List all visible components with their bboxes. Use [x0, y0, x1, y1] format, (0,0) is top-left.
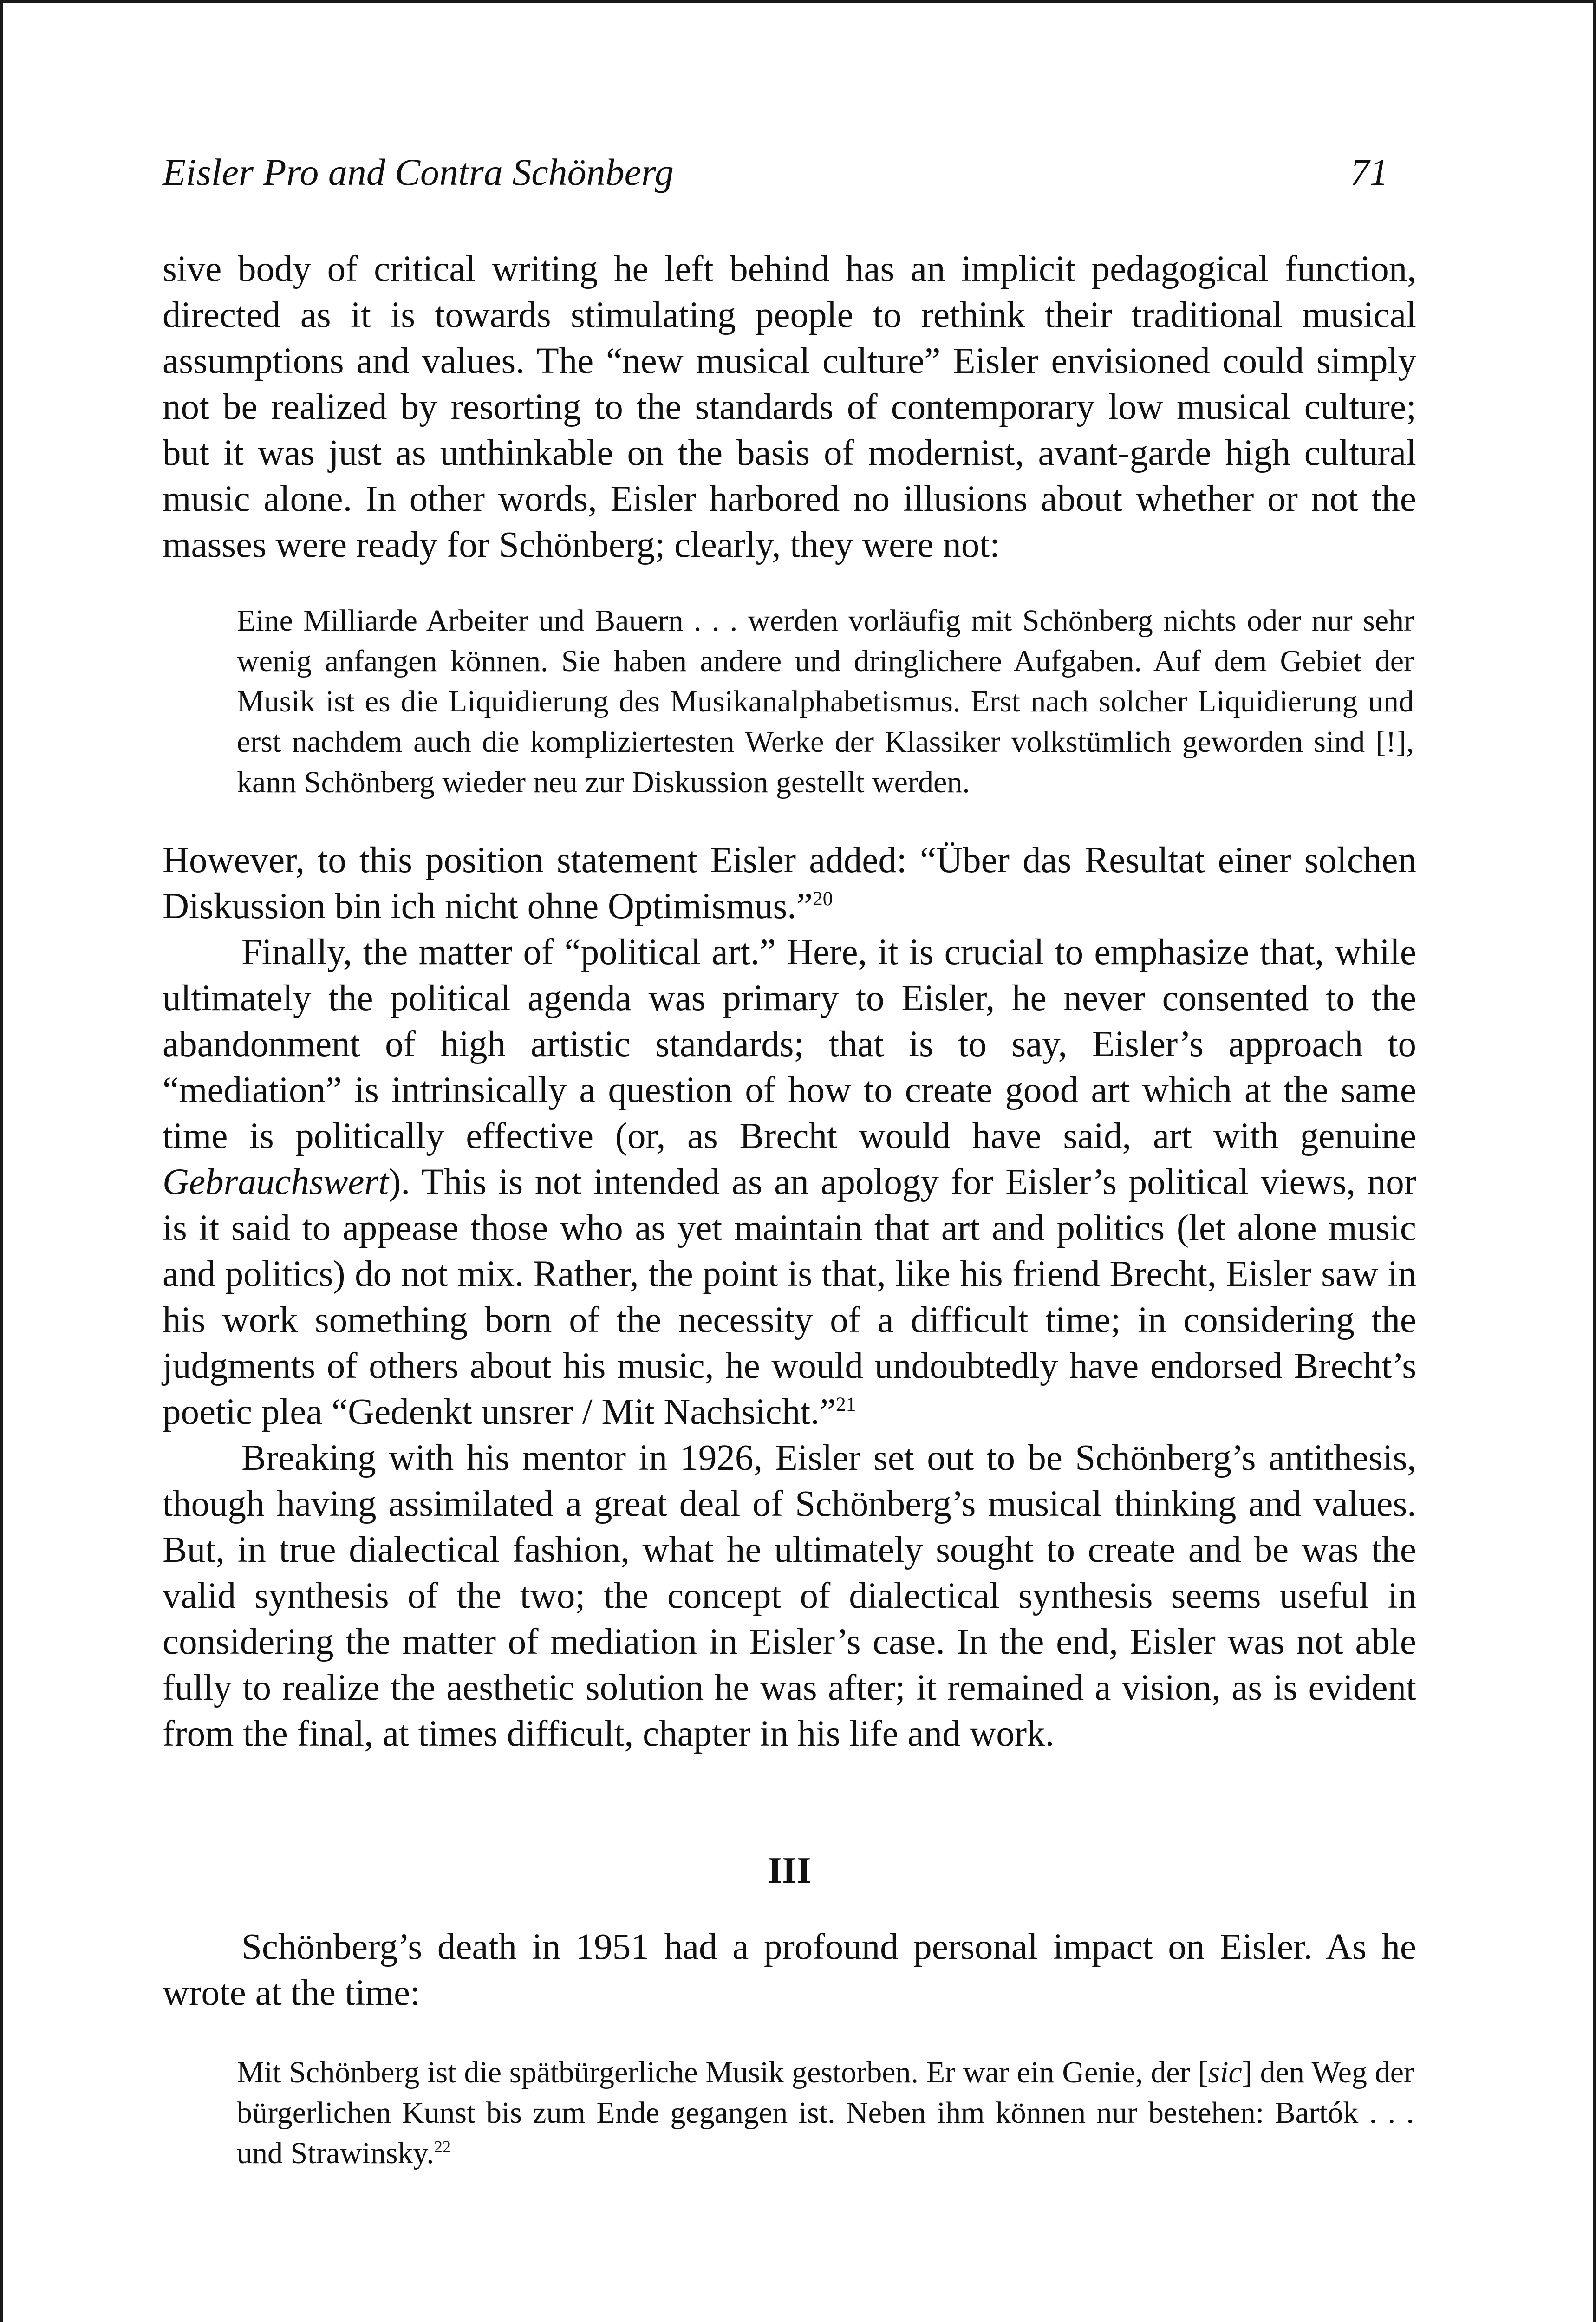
paragraph-4: Breaking with his mentor in 1926, Eisler set out to be Schönberg’s antithesis, though having assimilated a great deal of Schönberg’s musical thinking and values. But, in true dialectical fashion, what he ultimately sought to create and be was the valid synthesis of the two; the concept of dialectical synthesis seems useful in considering the matter of mediation in Eisler’s case. In the end, Eisler was not able fully to realize the aesthetic solution he was after; it remained a vision, as is evident from the final, at times difficult, chapter in his life and work. [163, 1438, 1416, 1754]
paragraph-3 [163, 929, 1416, 1435]
paragraph-5: Schönberg’s death in 1951 had a profound personal impact on Eisler. As he wrote at the time: [163, 1927, 1416, 2013]
page-number: 71 [1350, 151, 1388, 193]
footnote-marker-22: 22 [434, 2137, 451, 2156]
italic-sic: sic [1208, 2055, 1242, 2089]
quote-2-text-before: Mit Schönberg ist die spätbürgerliche Musik gestorben. Er war ein Genie, der [ [237, 2055, 1208, 2089]
paragraph-3-text-before: Finally, the matter of “political art.” Here, it is crucial to emphasize that, while ultimately the political agenda was primary to Eisler, he never consented to the abandonment of high artistic standards; that is to say, Eisler’s approach to “mediation” is intrinsically a question of how to create good art which at the same time is politically effective (or, as Brecht would have said, art with genuine [163, 932, 1416, 1156]
block-quote-2 [237, 2052, 1414, 2173]
paragraph-3-text-after: ). This is not intended as an apology for Eisler’s political views, nor is it said to appease those who as yet maintain that art and politics (let alone music and politics) do not mix. Rather, the point is that, like his friend Brecht, Eisler saw in his work something born of the necessity of a difficult time; in considering the judgments of others about his music, he would undoubtedly have endorsed Brecht’s poetic plea “Gedenkt unsrer / Mit Nachsicht.” [163, 1162, 1416, 1432]
section-heading: III [768, 1850, 811, 1891]
running-head [163, 153, 1416, 200]
footnote-marker-20: 20 [813, 887, 833, 910]
paragraph-1: sive body of critical writing he left behind has an implicit pedagogical function, directed as it is towards stimulating people to rethink their traditional musical assumptions and values. The “new musical culture” Eisler envisioned could simply not be realized by resorting to the standards of contemporary low musical culture; but it was just as unthinkable on the basis of modernist, avant-garde high cultural music alone. In other words, Eisler harbored no illusions about whether or not the masses were ready for Schönberg; clearly, they were not: [163, 249, 1416, 565]
running-head-title: Eisler Pro and Contra Schönberg [163, 151, 674, 193]
footnote-marker-21: 21 [836, 1393, 856, 1415]
paragraph-2 [163, 837, 1416, 929]
book-page [163, 153, 1416, 2173]
quote-2-text-after: ] den Weg der bürgerlichen Kunst bis zum Ende gegangen ist. Neben ihm können nur bestehen: Bartók . . . und Strawinsky. [237, 2055, 1414, 2170]
italic-term-gebrauchswert: Gebrauchswert [163, 1162, 389, 1202]
paragraph-2-text: However, to this position statement Eisler added: “Über das Resultat einer solchen Diskussion bin ich nicht ohne Optimismus.” [163, 840, 1416, 926]
block-quote-1: Eine Milliarde Arbeiter und Bauern . . . werden vorläufig mit Schönberg nichts oder nur sehr wenig anfangen können. Sie haben andere und dringlichere Aufgaben. Auf dem Gebiet der Musik ist es die Liquidierung des Musikanalphabetismus. Erst nach solcher Liquidierung und erst nachdem auch die kompliziertesten Werke der Klassiker volkstümlich geworden sind [!], kann Schönberg wieder neu zur Diskussion gestellt werden. [237, 604, 1414, 799]
